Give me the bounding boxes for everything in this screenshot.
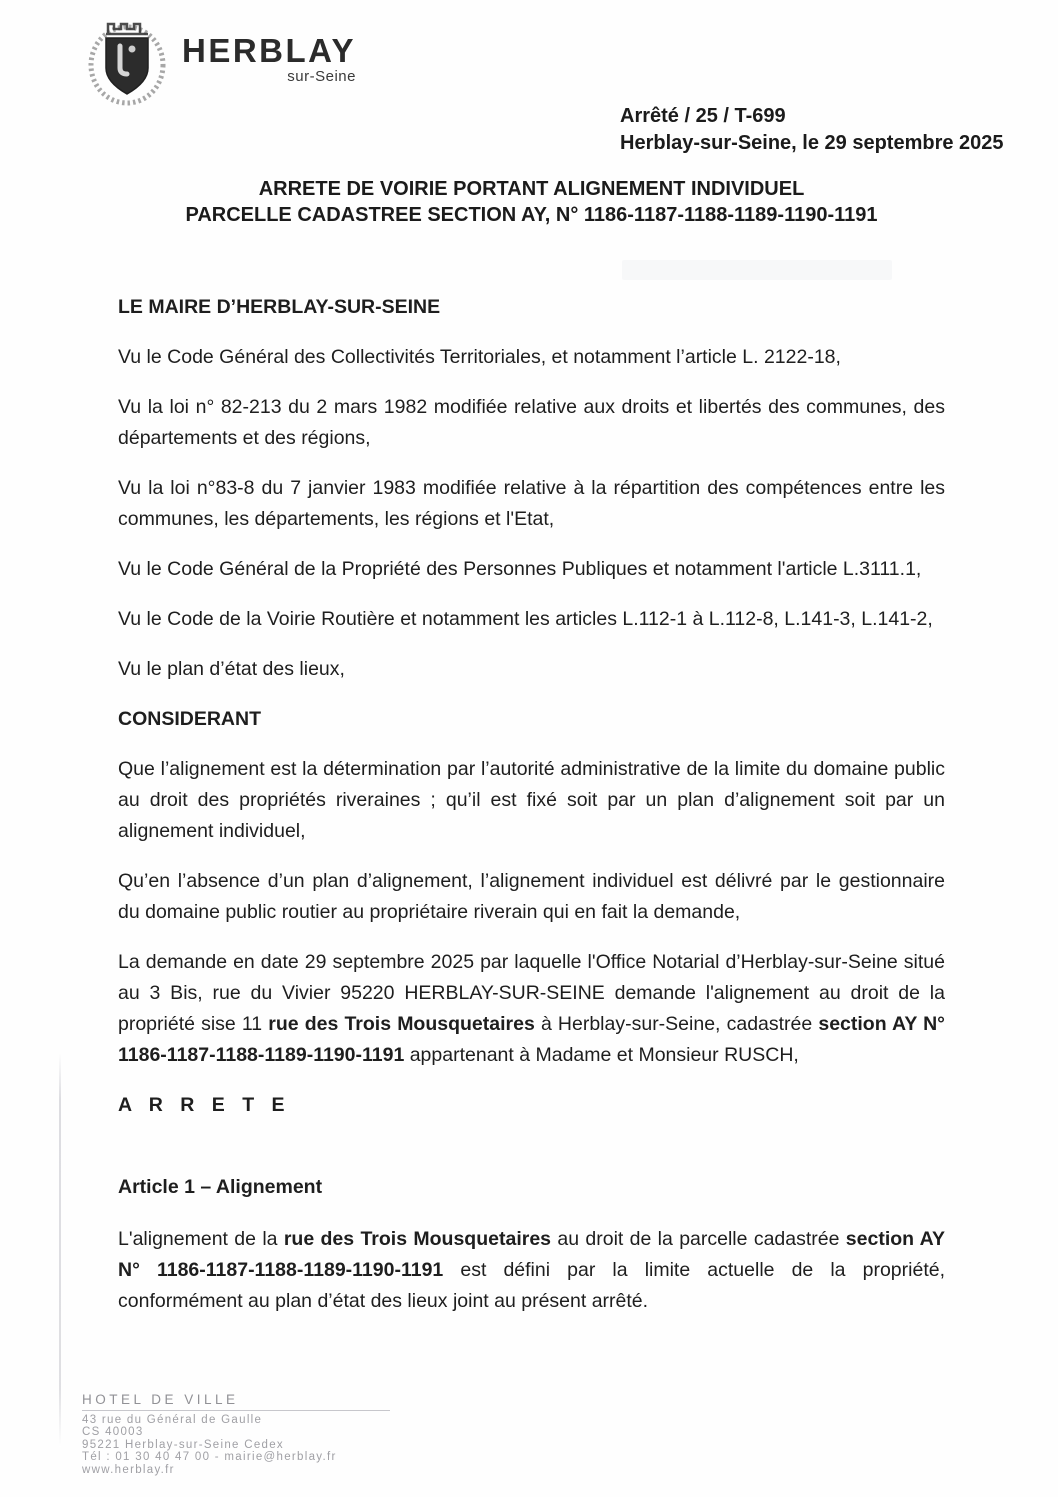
arrete-reference: Arrêté / 25 / T-699 [620,105,786,127]
paragraph-vu-loi-82: Vu la loi n° 82-213 du 2 mars 1982 modifiée relative aux droits et libertés des communes, des départements et des régions, [118,396,945,449]
demande-text: à Herblay-sur-Seine, cadastrée [534,1013,819,1035]
herblay-crest-icon [86,16,168,106]
footer-website: www.herblay.fr [82,1463,175,1476]
article1-section-bold: section AY N° 1186-1187-1188-1189-1190-1191 [118,1228,945,1281]
document-title [118,176,945,228]
article1-text: L'alignement de la [118,1228,284,1250]
footer [82,1392,390,1476]
logo-name: HERBLAY [182,32,356,69]
paragraph-vu-plan: Vu le plan d’état des lieux, [118,658,345,680]
article1-text: est défini par la limite actuelle de la propriété, conformément au plan d’état des lieux joint au présent arrêté. [118,1259,945,1312]
article1-street-bold: rue des Trois Mousquetaires [283,1228,552,1250]
paragraph-vu-voirie: Vu le Code de la Voirie Routière et notamment les articles L.112-1 à L.112-8, L.141-3, L.141-2, [118,608,933,630]
paragraph-article1 [118,1224,945,1317]
demande-section-bold: section AY N° 1186-1187-1188-1189-1190-1191 [118,1013,945,1066]
considerant-heading: CONSIDERANT [118,708,262,730]
paragraph-demande [118,947,945,1071]
footer-address-line3: 95221 Herblay-sur-Seine Cedex [82,1438,284,1451]
scan-line-artifact [59,1052,61,1447]
title-line2: PARCELLE CADASTREE SECTION AY, N° 1186-1187-1188-1189-1190-1191 [185,204,878,226]
paragraph-considerant-2: Qu’en l’absence d’un plan d’alignement, l’alignement individuel est délivré par le gestionnaire du domaine public routier au propriétaire riverain qui en fait la demande, [118,870,945,923]
dateline: Herblay-sur-Seine, le 29 septembre 2025 [620,132,1004,154]
mayor-heading: LE MAIRE D’HERBLAY-SUR-SEINE [118,296,441,318]
footer-title: HOTEL DE VILLE [82,1392,390,1411]
reference-block [620,103,1004,157]
demande-street-bold: rue des Trois Mousquetaires [268,1013,535,1035]
footer-address-line2: CS 40003 [82,1426,144,1439]
demande-text: La demande en date 29 septembre 2025 par laquelle l'Office Notarial d’Herblay-sur-Seine situé au 3 Bis, rue du Vivier 95220 HERBLAY-SUR-SEINE demande l'alignement au droit de la propriété sise 11 [118,951,945,1035]
paragraph-vu-cgppp: Vu le Code Général de la Propriété des Personnes Publiques et notamment l'article L.3111.1, [118,558,922,580]
paragraph-vu-loi-83: Vu la loi n°83-8 du 7 janvier 1983 modifiée relative à la répartition des compétences entre les communes, les départements, les régions et l'Etat, [118,477,945,530]
logo-wordmark [182,34,356,85]
document-body [118,292,945,1336]
article1-text: au droit de la parcelle cadastrée [551,1228,846,1250]
title-line1: ARRETE DE VOIRIE PORTANT ALIGNEMENT INDIVIDUEL [258,178,805,200]
article1-heading: Article 1 – Alignement [118,1176,323,1198]
scan-smudge-artifact [622,260,892,280]
demande-text: appartenant à Madame et Monsieur RUSCH, [404,1044,799,1066]
logo [86,16,356,106]
arrete-heading: A R R E T E [118,1094,291,1116]
logo-subtitle: sur-Seine [287,68,356,85]
footer-address-line1: 43 rue du Général de Gaulle [82,1414,263,1426]
footer-phone-email: Tél : 01 30 40 47 00 - mairie@herblay.fr [82,1451,337,1464]
paragraph-considerant-1: Que l’alignement est la détermination par l’autorité administrative de la limite du domaine public au droit des propriétés riveraines ; qu’il est fixé soit par un plan d’alignement soit par un alignement individuel, [118,758,945,842]
paragraph-vu-cgct: Vu le Code Général des Collectivités Territoriales, et notamment l’article L. 2122-18, [118,346,841,368]
